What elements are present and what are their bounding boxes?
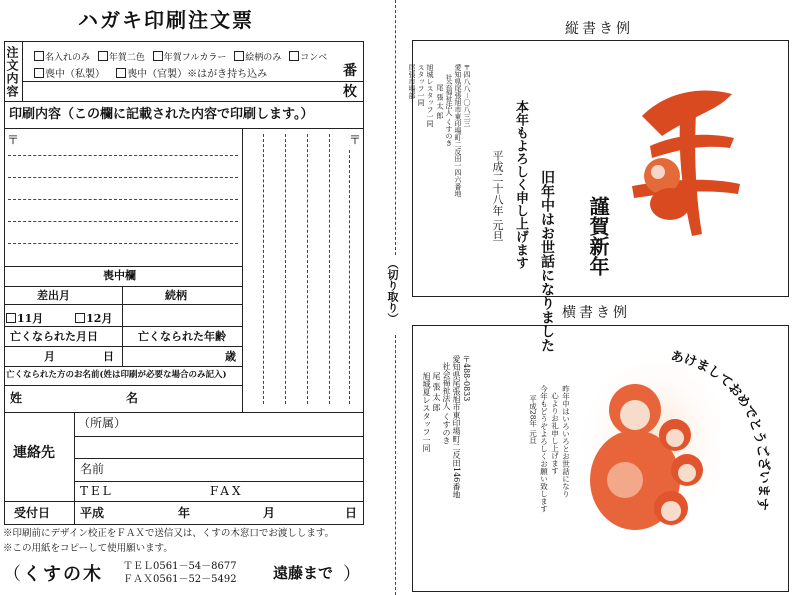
- shop-fax: ＦＡＸ0561－52－5492: [123, 574, 237, 585]
- hi-label: 日: [103, 350, 114, 363]
- contact-label: 連絡先: [13, 445, 55, 461]
- vertical-example-title: 縦書き例: [565, 21, 633, 37]
- footer-contact: （ くすの木 ＴＥＬ0561－54－8677 ＦＡＸ0561－52－5492 遠藤まで ）: [3, 561, 361, 585]
- death-age-label: 亡くなられた年齢: [138, 330, 226, 343]
- affiliation-label: （所属）: [78, 416, 127, 430]
- postal-mark-right: 〒: [349, 133, 362, 147]
- haddr-line-3: 社会福祉法人 くすのき: [442, 362, 451, 445]
- option-conbe[interactable]: コンベ: [289, 53, 327, 63]
- shop-name: くすの木: [23, 564, 103, 585]
- greeting-line-3: 本年もよろしく申し上げます: [513, 100, 528, 269]
- vorg-line-2: スタッフ一同: [417, 64, 425, 106]
- option-mochu-shisei[interactable]: 喪中（私製）: [34, 69, 105, 80]
- vaddr-line-1: 〒四八八－〇八三三: [463, 64, 471, 127]
- arc-greeting-text: あけましておめでとうございます: [669, 349, 772, 512]
- ban-label: 番: [343, 63, 357, 79]
- haddr-line-5: 旭城夏レスタッフ一同: [422, 372, 431, 452]
- option-nameire[interactable]: 名入れのみ: [34, 53, 90, 63]
- month-12-checkbox[interactable]: 12月: [75, 312, 112, 325]
- received-year: 年: [178, 506, 191, 520]
- cut-label: （切り取り）: [386, 258, 399, 324]
- received-era: 平成: [80, 506, 105, 520]
- tel-label: TEL: [80, 484, 114, 498]
- mai-label: 枚: [343, 84, 357, 100]
- option-mochu-kansei[interactable]: 喪中（官製）※はがき持ち込み: [116, 69, 267, 80]
- sai-label: 歳: [225, 350, 236, 363]
- vorg-line-3: 尾張市場部: [408, 64, 416, 99]
- svg-text:あけましておめでとうございます: [669, 349, 772, 511]
- shop-contact-person: 遠藤まで: [273, 564, 334, 582]
- greeting-line-1: 謹賀新年: [586, 196, 610, 276]
- order-header: 注文内容: [5, 46, 19, 98]
- vorg-line-1: 旭城レスタッフ一同: [426, 64, 434, 127]
- received-label: 受付日: [14, 506, 51, 520]
- option-egara[interactable]: 絵柄のみ: [234, 53, 281, 63]
- received-day: 日: [345, 506, 358, 520]
- greeting-line-4: 平成二十八年 元旦: [491, 150, 504, 242]
- postal-mark-left: 〒: [7, 133, 20, 147]
- zokugara-label: 続柄: [165, 289, 187, 302]
- haddr-line-1: 〒488-0833: [462, 355, 471, 402]
- note-1: ※印刷前にデザイン校正をＦＡＸで送信又は、くすの木窓口でお渡しします。: [3, 528, 335, 539]
- option-nenga-fullcolor[interactable]: 年賀フルカラー: [153, 53, 227, 63]
- greeting-line-2: 旧年中はお世話になりました: [539, 170, 555, 352]
- sashidashi-label: 差出月: [37, 289, 70, 302]
- haddr-line-4: 尾 張 太 郎: [432, 372, 441, 412]
- vaddr-line-4: 尾 張 太 郎: [436, 84, 444, 119]
- order-options-row2: [34, 65, 267, 80]
- arc-greeting: [640, 330, 790, 560]
- shop-tel: ＴＥＬ0561－54－8677: [123, 561, 237, 572]
- brush-art: [622, 76, 744, 244]
- hmsg-line-4: 平成28年 元旦: [528, 395, 538, 445]
- tsuki-label: 月: [44, 350, 55, 363]
- print-content-label: 印刷内容（この欄に記載された内容で印刷します。）: [9, 107, 314, 122]
- received-month: 月: [263, 506, 276, 520]
- death-month-label: 亡くなられた月日: [10, 330, 98, 343]
- mei-label: 名: [126, 391, 139, 405]
- fax-label: FAX: [210, 484, 244, 498]
- order-options-row1: [34, 50, 327, 63]
- month-11-checkbox[interactable]: 11月: [6, 312, 43, 325]
- sei-label: 姓: [10, 391, 23, 405]
- hmsg-line-1: 昨年中はいろいろとお世話になり: [561, 385, 571, 498]
- haddr-line-2: 愛知県尾張旭市東印場町二反田146番地: [452, 355, 461, 499]
- form-title: ハガキ印刷注文票: [78, 8, 254, 32]
- horizontal-example-title: 横書き例: [562, 305, 630, 321]
- deceased-name-note: 亡くなられた方のお名前(姓は印刷が必要な場合のみ記入): [6, 370, 227, 380]
- note-2: ※この用紙をコピーして使用願います。: [3, 543, 173, 554]
- contact-name-label: 名前: [80, 462, 105, 476]
- vaddr-line-3: 社会福祉法人 くすのき: [445, 74, 453, 147]
- cut-line: [395, 0, 396, 255]
- hmsg-line-2: 心よりお礼申し上げます: [550, 392, 560, 475]
- option-nenga-2color[interactable]: 年賀二色: [98, 53, 145, 63]
- mochu-header: 喪中欄: [103, 269, 136, 282]
- vaddr-line-2: 愛知県尾張旭市東印場町二反田一四六番地: [454, 64, 462, 197]
- hmsg-line-3: 今年もどうぞよろしくお願い致します: [539, 385, 549, 513]
